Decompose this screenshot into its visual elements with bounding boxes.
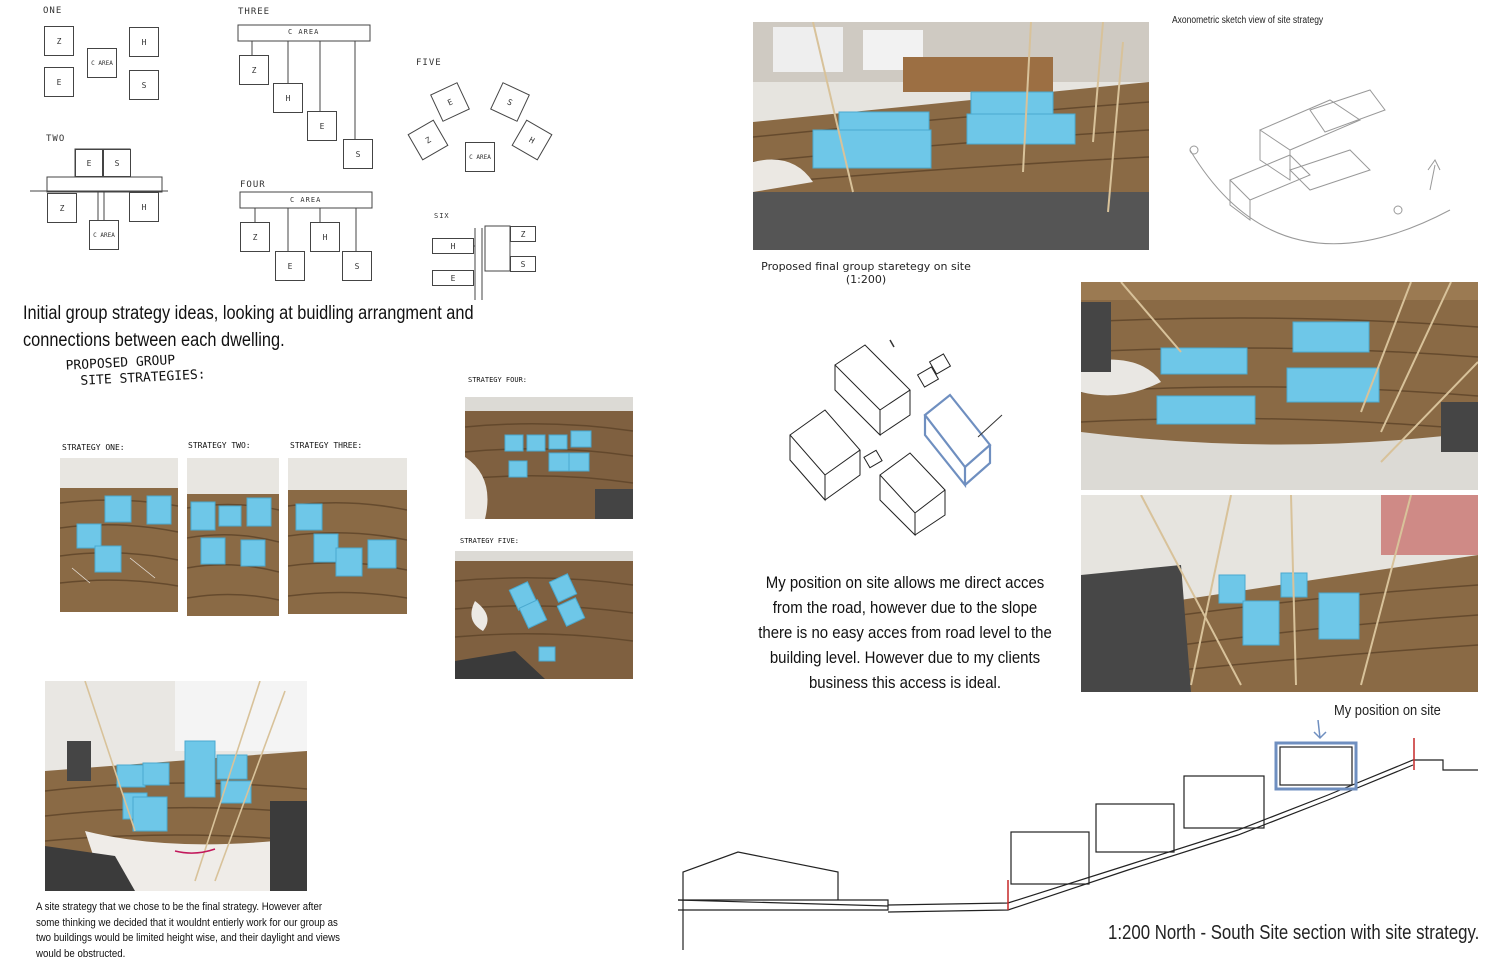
position-caption: My position on site allows me direct acces from the road, however due to the slope there is no easy acces from road level to the building level. However due to my clients business this access is ideal. [758, 573, 1052, 692]
strategy-two-photo [187, 458, 279, 616]
box-z: Z [239, 55, 269, 85]
box-s: S [342, 251, 372, 281]
box-z: Z [510, 226, 536, 242]
strategy-sketch-sheet [20, 0, 580, 300]
box-e: E [75, 149, 103, 177]
model-top-photo [1081, 282, 1478, 490]
initial-strategy-caption: Initial group strategy ideas, looking at buidling arrangment and connections between each dwelling. [23, 303, 474, 351]
proposed-heading [65, 351, 206, 390]
axonometric-caption: Axonometric sketch view of site strategy [1172, 15, 1324, 26]
box-e: E [275, 251, 305, 281]
box-e: E [44, 67, 74, 97]
box-carea: C AREA [89, 220, 119, 250]
axonometric-sketch [1180, 40, 1470, 280]
three-carea-label: C AREA [288, 28, 320, 36]
final-strategy-photo [45, 681, 307, 891]
strategy-two-label: STRATEGY TWO: [188, 441, 251, 450]
sketch-label-four: FOUR [240, 180, 266, 190]
box-e: E [432, 270, 474, 286]
strategy-one-photo [60, 458, 178, 612]
strategy-one-label: STRATEGY ONE: [62, 443, 125, 452]
proposed-final-photo [753, 22, 1149, 250]
proposed-heading-line2: SITE STRATEGIES: [80, 367, 206, 389]
box-z: Z [47, 193, 77, 223]
my-position-label: My position on site [1334, 702, 1441, 719]
proposed-final-caption [753, 260, 979, 286]
sketch-label-one: ONE [43, 6, 63, 16]
box-s: S [343, 139, 373, 169]
box-s: S [510, 256, 536, 272]
proposed-final-title: Proposed final group staretegy on site [761, 260, 971, 273]
box-e: E [307, 111, 337, 141]
box-carea: C AREA [87, 48, 117, 78]
sketch-label-six: SIX [434, 212, 450, 220]
strategy-four-photo [465, 397, 633, 519]
box-h: H [129, 192, 159, 222]
strategy-three-photo [288, 458, 407, 614]
box-z: Z [240, 222, 270, 252]
box-h: H [273, 83, 303, 113]
final-strategy-note: A site strategy that we chose to be the final strategy. However after some thinking we decided that it wouldnt entierly work for our group as two buildings would be limited height wise, and their daylight and views would be obstructed. [36, 901, 341, 960]
box-e: E [430, 82, 470, 122]
model-side-photo [1081, 495, 1478, 692]
proposed-final-scale: (1:200) [845, 273, 887, 286]
box-carea: C AREA [465, 142, 495, 172]
box-h: H [432, 238, 474, 254]
box-z: Z [408, 120, 449, 161]
strategy-three-label: STRATEGY THREE: [290, 441, 363, 450]
box-h: H [310, 222, 340, 252]
box-h: H [512, 120, 553, 161]
box-h: H [129, 27, 159, 57]
box-s: S [129, 70, 159, 100]
box-z: Z [44, 26, 74, 56]
site-section-caption: 1:200 North - South Site section with site strategy. [1108, 922, 1480, 944]
strategy-four-label: STRATEGY FOUR: [468, 376, 528, 384]
strategy-five-label: STRATEGY FIVE: [460, 537, 520, 545]
position-axo-sketch [770, 335, 1070, 560]
box-s: S [490, 82, 530, 122]
sketch-label-two: TWO [46, 134, 66, 144]
sketch-label-five: FIVE [416, 58, 442, 68]
proposed-heading-line1: PROPOSED GROUP [65, 352, 176, 374]
sketch-label-three: THREE [238, 7, 271, 17]
four-carea-label: C AREA [290, 196, 322, 204]
strategy-five-photo [455, 551, 633, 679]
box-s: S [103, 149, 131, 177]
